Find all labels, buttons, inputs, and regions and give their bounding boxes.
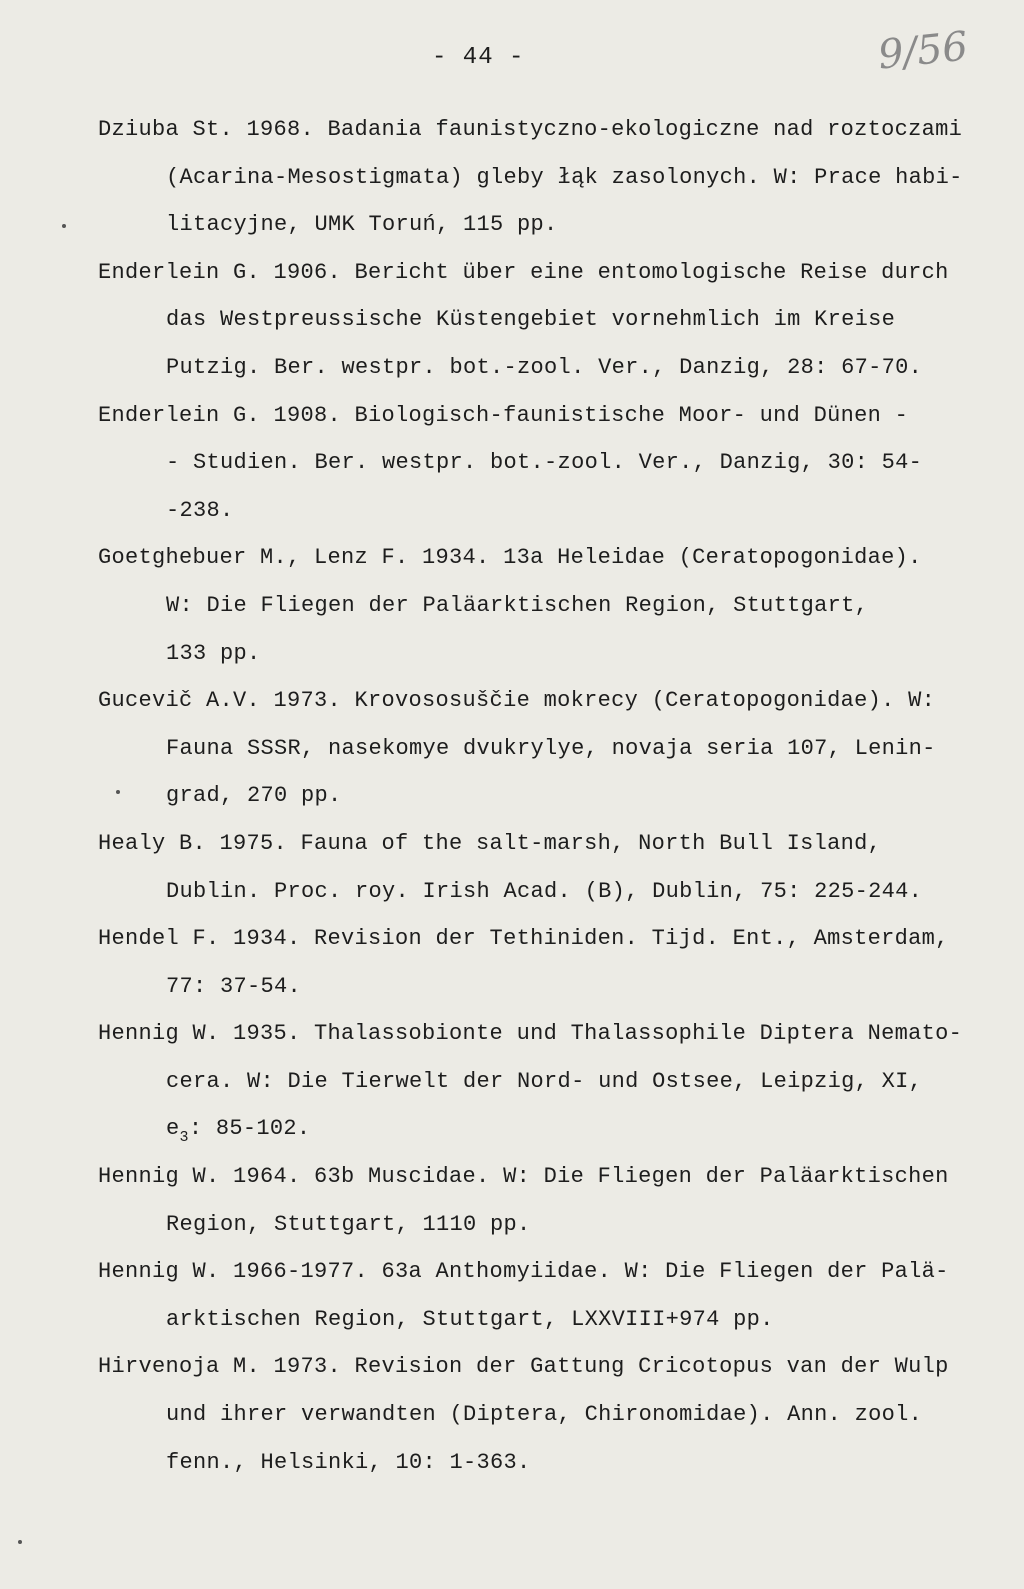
reference-line: fenn., Helsinki, 10: 1-363. — [166, 1449, 531, 1475]
reference-suffix: : 85-102. — [188, 1116, 311, 1142]
page-number: - 44 - — [432, 44, 525, 71]
reference-line: Hennig W. 1935. Thalassobionte und Thalassophile Diptera Nemato- — [98, 1021, 963, 1047]
reference-line: W: Die Fliegen der Paläarktischen Region, Stuttgart, — [166, 592, 869, 618]
reference-line: Goetghebuer M., Lenz F. 1934. 13a Heleidae (Ceratopogonidae). — [98, 545, 922, 571]
reference-line: Gucevič A.V. 1973. Krovososuščie mokrecy (Ceratopogonidae). W: — [98, 688, 936, 714]
reference-line: grad, 270 pp. — [166, 783, 342, 809]
reference-line: Enderlein G. 1908. Biologisch-faunistische Moor- und Dünen - — [98, 402, 909, 428]
reference-entry — [0, 1153, 1024, 1248]
reference-line: 77: 37-54. — [166, 973, 302, 999]
reference-line: Hirvenoja M. 1973. Revision der Gattung Cricotopus van der Wulp — [98, 1354, 949, 1380]
stray-mark — [116, 790, 120, 794]
reference-entry — [0, 820, 1024, 915]
reference-entry — [0, 106, 1024, 249]
reference-line: das Westpreussische Küstengebiet vornehmlich im Kreise — [166, 307, 896, 333]
reference-entry — [0, 677, 1024, 820]
reference-line: und ihrer verwandten (Diptera, Chironomidae). Ann. zool. — [166, 1402, 923, 1428]
reference-entry — [0, 392, 1024, 535]
stray-mark — [18, 1540, 22, 1544]
archive-handwritten-mark: 9/56 — [875, 23, 970, 79]
reference-entry — [0, 915, 1024, 1010]
reference-line: Fauna SSSR, nasekomye dvukrylye, novaja seria 107, Lenin- — [166, 735, 936, 761]
subscript-index: 3 — [179, 1129, 189, 1147]
reference-line: Hendel F. 1934. Revision der Tethiniden. Tijd. Ent., Amsterdam, — [98, 926, 949, 952]
reference-line: (Acarina-Mesostigmata) gleby łąk zasolonych. W: Prace habi- — [166, 164, 963, 190]
reference-line: Putzig. Ber. westpr. bot.-zool. Ver., Danzig, 28: 67-70. — [166, 354, 923, 380]
reference-line: Healy B. 1975. Fauna of the salt-marsh, North Bull Island, — [98, 830, 882, 856]
reference-line: cera. W: Die Tierwelt der Nord- und Ostsee, Leipzig, XI, — [166, 1068, 923, 1094]
reference-line: Dublin. Proc. roy. Irish Acad. (B), Dublin, 75: 225-244. — [166, 878, 923, 904]
reference-entry — [0, 1248, 1024, 1343]
reference-line: Dziuba St. 1968. Badania faunistyczno-ekologiczne nad roztoczami — [98, 117, 963, 142]
reference-entry — [0, 534, 1024, 677]
reference-entry — [0, 1010, 1024, 1153]
stray-mark — [62, 224, 66, 228]
reference-line: - Studien. Ber. westpr. bot.-zool. Ver., Danzig, 30: 54- — [166, 450, 923, 476]
reference-line: Hennig W. 1966-1977. 63a Anthomyiidae. W: Die Fliegen der Palä- — [98, 1259, 949, 1285]
reference-line: -238. — [166, 497, 234, 523]
reference-line: Region, Stuttgart, 1110 pp. — [166, 1211, 531, 1237]
reference-entry — [0, 1343, 1024, 1486]
reference-line-with-subscript — [0, 1105, 1024, 1153]
reference-entry — [0, 249, 1024, 392]
reference-list — [0, 106, 1024, 1486]
reference-line: litacyjne, UMK Toruń, 115 pp. — [166, 212, 558, 238]
reference-line: Enderlein G. 1906. Bericht über eine entomologische Reise durch — [98, 259, 949, 285]
reference-line: 133 pp. — [166, 640, 261, 666]
reference-prefix: e — [166, 1116, 180, 1142]
reference-line: arktischen Region, Stuttgart, LXXVIII+974 pp. — [166, 1306, 774, 1332]
reference-line: Hennig W. 1964. 63b Muscidae. W: Die Fliegen der Paläarktischen — [98, 1164, 949, 1190]
